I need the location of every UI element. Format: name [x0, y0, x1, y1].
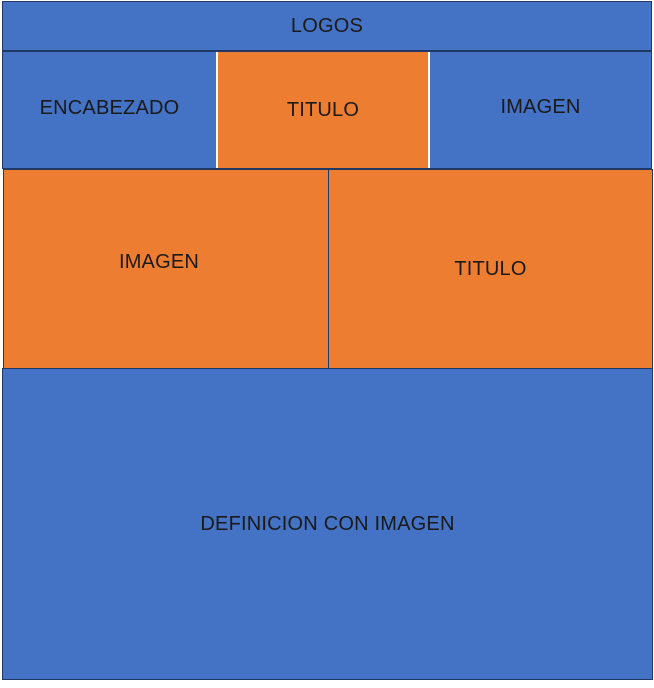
titulo-top-label: TITULO [286, 98, 360, 121]
definicion-label: DEFINICION CON IMAGEN [200, 512, 455, 535]
titulo-middle-label: TITULO [454, 257, 527, 280]
white-divider-left [216, 52, 218, 168]
logos-label: LOGOS [290, 14, 364, 37]
titulo-top-block [217, 51, 429, 169]
white-divider-right [428, 52, 430, 168]
imagen-top-block [429, 51, 652, 169]
logos-block [2, 1, 652, 51]
imagen-middle-block [3, 169, 329, 369]
imagen-middle-label: IMAGEN [118, 250, 200, 273]
encabezado-block [2, 51, 217, 169]
titulo-middle-block [328, 169, 653, 369]
imagen-top-label: IMAGEN [500, 95, 581, 118]
definicion-block [2, 368, 653, 680]
encabezado-label: ENCABEZADO [39, 96, 180, 119]
